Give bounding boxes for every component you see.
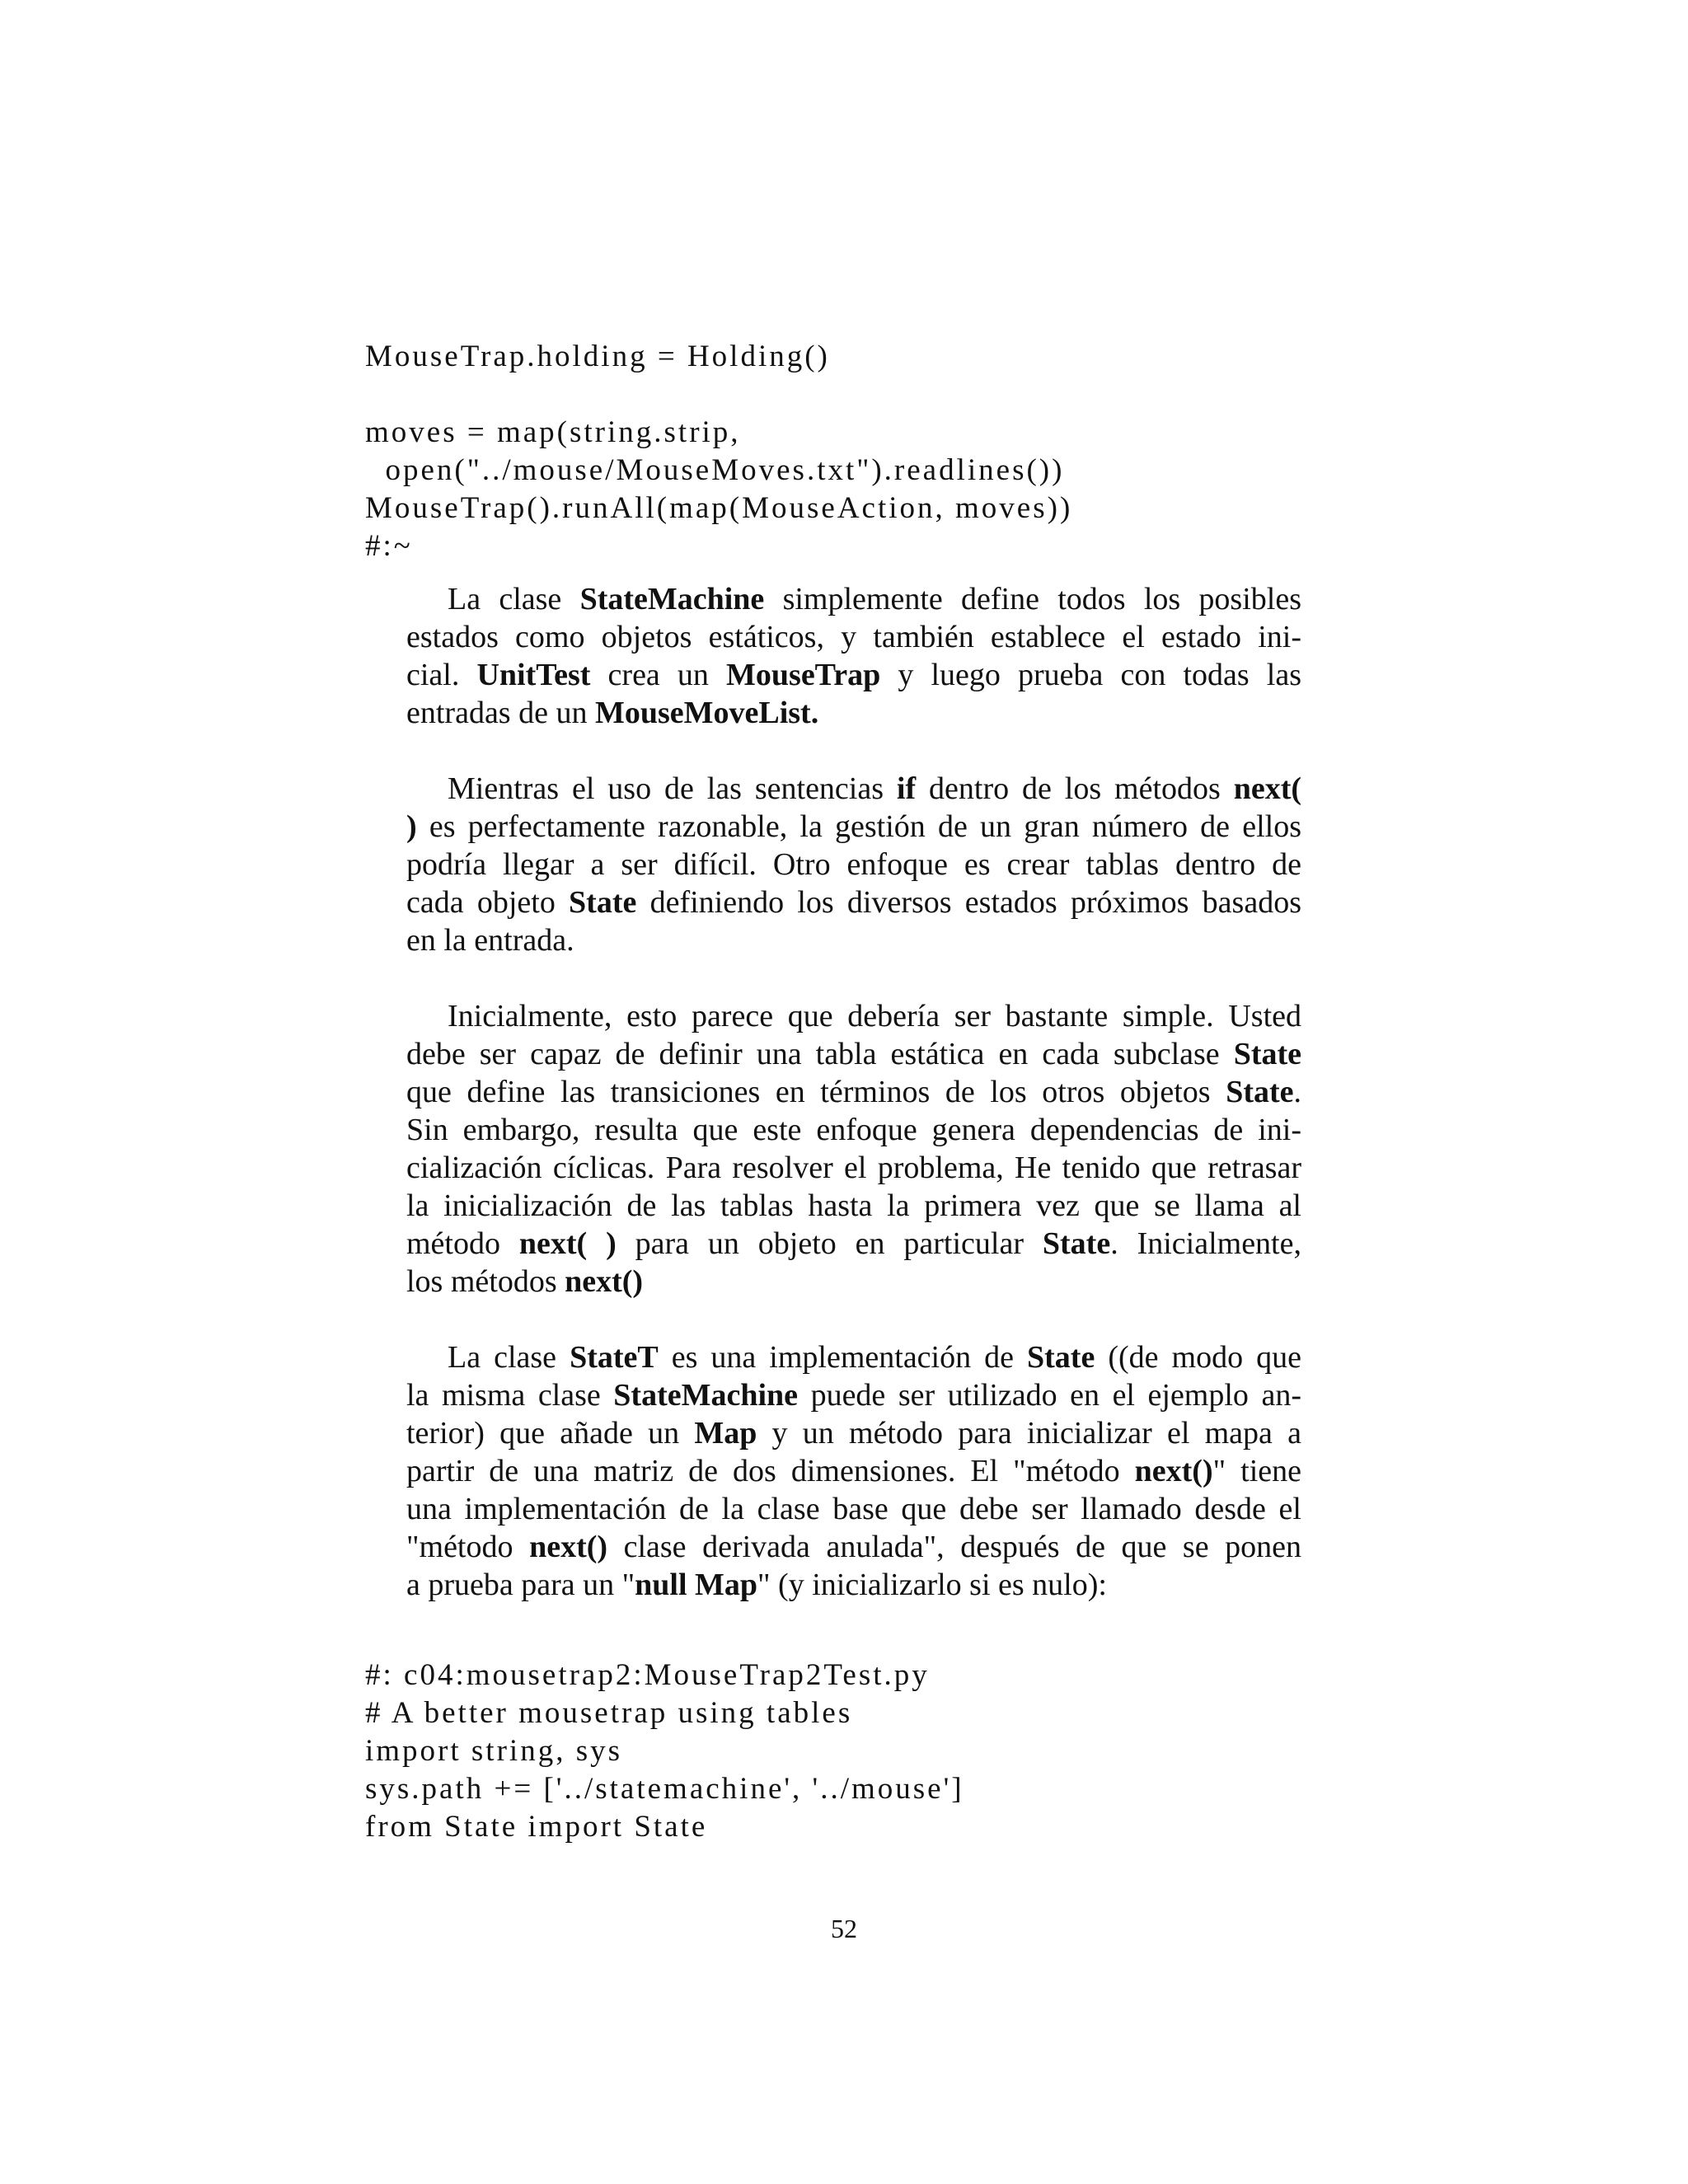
text-line bbox=[365, 1225, 1301, 1263]
text-run: definiendo los diversos estados próximos basados bbox=[636, 885, 1301, 920]
text-line bbox=[365, 770, 1301, 808]
bold-term: MouseMoveList. bbox=[594, 696, 819, 730]
text-run: es una implementación de bbox=[658, 1340, 1028, 1375]
text-line bbox=[365, 1490, 1301, 1528]
text-run: una implementación de la clase base que debe ser llamado desde el bbox=[406, 1492, 1301, 1526]
text-line bbox=[365, 883, 1301, 921]
text-run: y un método para inicializar el mapa a bbox=[757, 1416, 1301, 1451]
text-line bbox=[365, 921, 1301, 959]
text-run: cial. bbox=[406, 658, 477, 692]
text-run: los métodos bbox=[406, 1264, 565, 1299]
body-text bbox=[365, 580, 1301, 1642]
code-line: # A better mousetrap using tables bbox=[365, 1696, 853, 1730]
bold-term: if bbox=[896, 771, 917, 806]
text-line bbox=[365, 808, 1301, 846]
text-run: Inicialmente, esto parece que debería ser bastante simple. Usted bbox=[448, 999, 1301, 1033]
bold-term: next( ) bbox=[518, 1226, 617, 1261]
code-line: #:~ bbox=[365, 529, 413, 563]
text-line bbox=[365, 1073, 1301, 1111]
text-run: puede ser utilizado en el ejemplo an- bbox=[798, 1378, 1301, 1413]
text-run: " tiene bbox=[1212, 1454, 1302, 1488]
code-line bbox=[365, 376, 1321, 414]
text-run: entradas de un bbox=[406, 696, 595, 730]
bold-term: Map bbox=[694, 1416, 757, 1451]
text-run: La clase bbox=[448, 582, 580, 616]
text-run: la inicialización de las tablas hasta la primera vez que se llama al bbox=[406, 1188, 1301, 1223]
paragraph bbox=[365, 770, 1301, 959]
bold-term: MouseTrap bbox=[726, 658, 881, 692]
text-run: método bbox=[406, 1226, 519, 1261]
bold-term: next() bbox=[529, 1530, 608, 1564]
paragraph bbox=[365, 1338, 1301, 1604]
text-run: partir de una matriz de dos dimensiones. El "método bbox=[406, 1454, 1135, 1488]
text-run: cialización cíclicas. Para resolver el problema, He tenido que retrasar bbox=[406, 1151, 1301, 1185]
code-line: moves = map(string.strip, bbox=[365, 415, 741, 449]
text-run: la misma clase bbox=[406, 1378, 614, 1413]
bold-term: StateMachine bbox=[579, 582, 765, 616]
text-run: Mientras el uso de las sentencias bbox=[448, 771, 897, 806]
text-run: . bbox=[1293, 1075, 1301, 1109]
code-block-1 bbox=[365, 338, 1321, 565]
text-line bbox=[365, 1111, 1301, 1149]
paragraph bbox=[365, 997, 1301, 1301]
text-run: . Inicialmente, bbox=[1110, 1226, 1301, 1261]
text-line bbox=[365, 1263, 1301, 1301]
paragraph bbox=[365, 580, 1301, 732]
text-run: para un objeto en particular bbox=[616, 1226, 1043, 1261]
code-line: MouseTrap().runAll(map(MouseAction, moves)) bbox=[365, 491, 1073, 525]
text-run: cada objeto bbox=[406, 885, 570, 920]
text-line bbox=[365, 656, 1301, 694]
text-run: es perfectamente razonable, la gestión de un gran número de ellos bbox=[416, 809, 1301, 844]
text-line bbox=[365, 997, 1301, 1035]
page-number: 52 bbox=[831, 1914, 857, 1943]
bold-term: State bbox=[1226, 1075, 1294, 1109]
code-line: sys.path += ['../statemachine', '../mouse'] bbox=[365, 1772, 964, 1806]
bold-term: ) bbox=[406, 809, 417, 844]
text-line bbox=[365, 618, 1301, 656]
code-line: MouseTrap.holding = Holding() bbox=[365, 340, 830, 373]
text-line bbox=[365, 694, 1301, 732]
bold-term: StateT bbox=[570, 1340, 659, 1375]
bold-term: State bbox=[1233, 1037, 1301, 1071]
bold-term: null Map bbox=[635, 1568, 758, 1602]
bold-term: next( bbox=[1233, 771, 1302, 806]
text-run: dentro de los métodos bbox=[916, 771, 1234, 806]
text-run: que define las transiciones en términos de los otros objetos bbox=[406, 1075, 1226, 1109]
text-line bbox=[365, 1528, 1301, 1566]
text-line bbox=[365, 1376, 1301, 1414]
text-run: La clase bbox=[448, 1340, 570, 1375]
text-run: debe ser capaz de definir una tabla estática en cada subclase bbox=[406, 1037, 1234, 1071]
text-run: "método bbox=[406, 1530, 530, 1564]
bold-term: next() bbox=[565, 1264, 644, 1299]
text-run: podría llegar a ser difícil. Otro enfoque es crear tablas dentro de bbox=[406, 847, 1301, 882]
text-run: terior) que añade un bbox=[406, 1416, 695, 1451]
bold-term: StateMachine bbox=[613, 1378, 799, 1413]
text-run: simplemente define todos los posibles bbox=[764, 582, 1301, 616]
bold-term: UnitTest bbox=[476, 658, 591, 692]
code-line: from State import State bbox=[365, 1810, 708, 1844]
bold-term: State bbox=[569, 885, 637, 920]
text-run: en la entrada. bbox=[406, 923, 574, 958]
text-run: crea un bbox=[590, 658, 727, 692]
text-line bbox=[365, 580, 1301, 618]
text-line bbox=[365, 1338, 1301, 1376]
text-run: clase derivada anulada", después de que se ponen bbox=[607, 1530, 1302, 1564]
text-line bbox=[365, 1452, 1301, 1490]
text-line bbox=[365, 846, 1301, 883]
text-run: Sin embargo, resulta que este enfoque genera dependencias de ini- bbox=[406, 1113, 1301, 1147]
text-run: ((de modo que bbox=[1095, 1340, 1301, 1375]
bold-term: State bbox=[1042, 1226, 1111, 1261]
text-line bbox=[365, 1414, 1301, 1452]
text-run: a prueba para un " bbox=[406, 1568, 635, 1602]
bold-term: next() bbox=[1134, 1454, 1213, 1488]
text-run: " (y inicializarlo si es nulo): bbox=[757, 1568, 1107, 1602]
code-line: import string, sys bbox=[365, 1734, 622, 1768]
text-line bbox=[365, 1566, 1301, 1604]
code-line: #: c04:mousetrap2:MouseTrap2Test.py bbox=[365, 1658, 930, 1692]
text-run: estados como objetos estáticos, y también establece el estado ini- bbox=[406, 620, 1301, 654]
text-line bbox=[365, 1149, 1301, 1187]
text-line bbox=[365, 1035, 1301, 1073]
text-run: y luego prueba con todas las bbox=[880, 658, 1301, 692]
code-line: open("../mouse/MouseMoves.txt").readlines()) bbox=[365, 453, 1065, 487]
text-line bbox=[365, 1187, 1301, 1225]
bold-term: State bbox=[1027, 1340, 1095, 1375]
code-block-2 bbox=[365, 1657, 1321, 1846]
